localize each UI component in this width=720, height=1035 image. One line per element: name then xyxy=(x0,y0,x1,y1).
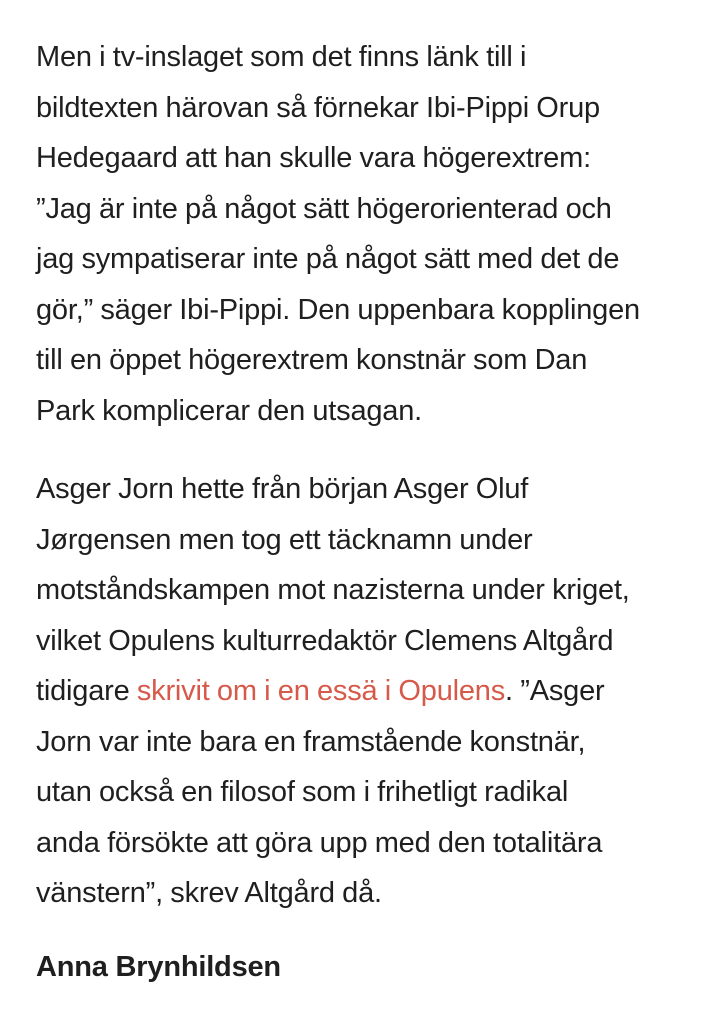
link-line-prefix: tidigare xyxy=(36,675,137,707)
essay-link[interactable]: skrivit om i en essä i Opulens xyxy=(136,675,506,707)
paragraph-line: Jorn var inte bara en framstående konstnär, xyxy=(36,725,586,758)
author-name: Anna Brynhildsen xyxy=(36,950,281,983)
paragraph-line: anda försökte att göra upp med den totalitära xyxy=(36,826,603,859)
paragraph-line: vilket Opulens kulturredaktör Clemens Altgård xyxy=(36,624,614,657)
article-paragraph-2 xyxy=(36,464,696,919)
paragraph-line: Hedegaard att han skulle vara högerextrem: xyxy=(36,142,591,174)
article-body xyxy=(36,32,696,985)
article-paragraph-1 xyxy=(36,32,696,436)
paragraph-line: Park komplicerar den utsagan. xyxy=(36,394,423,427)
paragraph-line: ”Jag är inte på något sätt högerorienterad och xyxy=(36,192,612,225)
paragraph-line: vänstern”, skrev Altgård då. xyxy=(36,877,382,909)
paragraph-line: Asger Jorn hette från början Asger Oluf xyxy=(36,473,529,505)
paragraph-line: Men i tv-inslaget som det finns länk till i xyxy=(36,41,527,73)
paragraph-line: gör,” säger Ibi-Pippi. Den uppenbara kopplingen xyxy=(36,293,640,326)
paragraph-line: bildtexten härovan så förnekar Ibi-Pippi Orup xyxy=(36,91,600,124)
paragraph-line: motståndskampen mot nazisterna under kriget, xyxy=(36,574,630,606)
paragraph-line: till en öppet högerextrem konstnär som Dan xyxy=(36,344,588,376)
paragraph-line: jag sympatiserar inte på något sätt med det de xyxy=(36,243,620,275)
link-line-suffix: . ”Asger xyxy=(505,675,605,707)
paragraph-line: Jørgensen men tog ett täcknamn under xyxy=(36,523,533,556)
paragraph-line: utan också en filosof som i frihetligt radikal xyxy=(36,776,569,808)
paragraph-line-with-link xyxy=(36,666,696,717)
